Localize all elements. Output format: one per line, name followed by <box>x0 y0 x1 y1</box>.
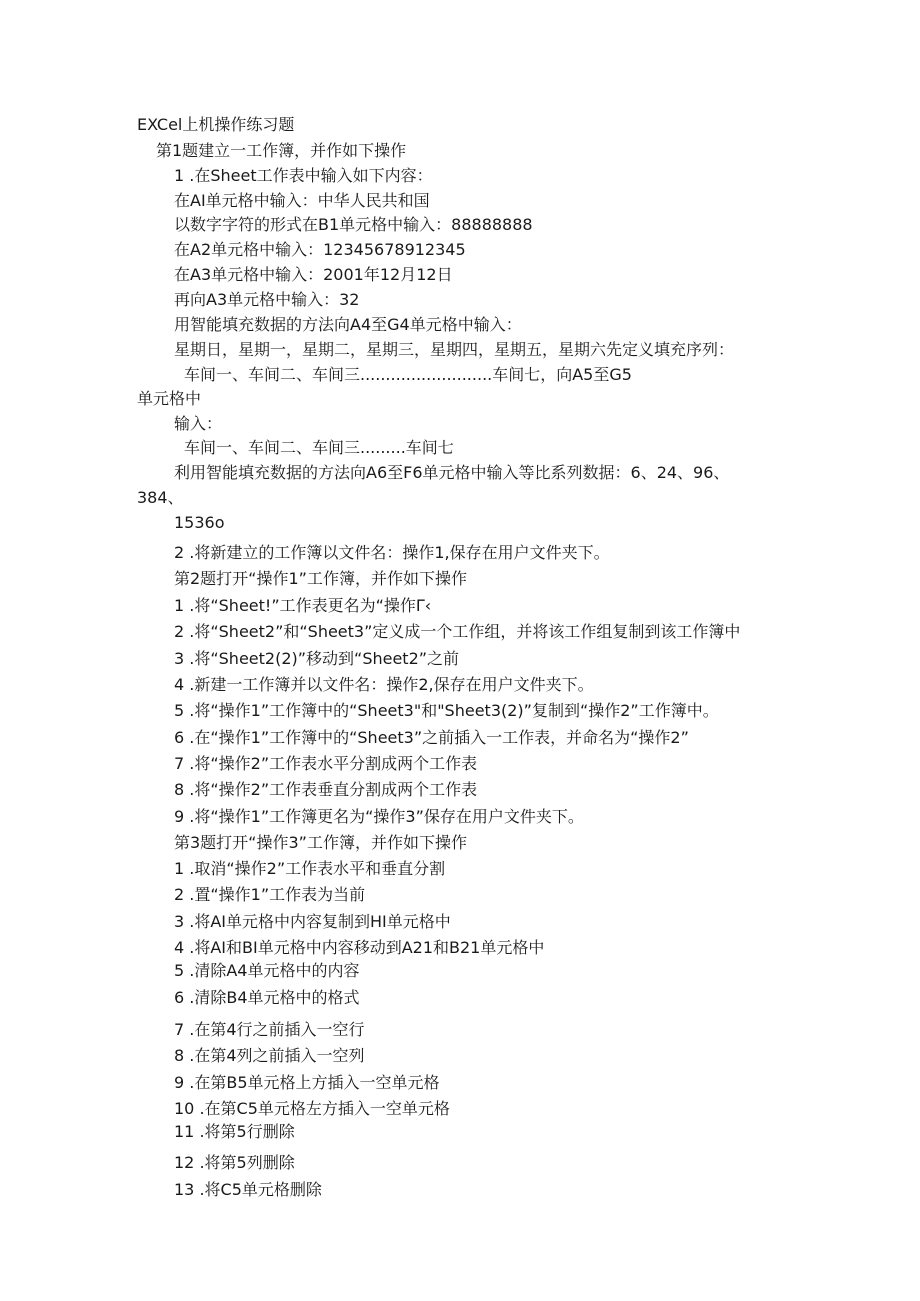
document-title: EXCel上机操作练习题 <box>137 115 295 134</box>
q1-sequence-line: 单元格中 <box>137 389 202 408</box>
q2-item: 2 .将“Sheet2”和“Sheet3”定义成一个工作组，并将该工作组复制到该工作簿中 <box>174 622 741 641</box>
q1-sequence-line: 输入： <box>174 414 223 433</box>
q2-heading: 第2题打开“操作1”工作簿，并作如下操作 <box>174 569 467 588</box>
q1-input-line: 以数字字符的形式在B1单元格中输入：88888888 <box>174 215 533 234</box>
q2-item: 6 .在“操作1”工作簿中的“Sheet3”之前插入一工作表，并命名为“操作2” <box>174 728 689 747</box>
q3-item: 1 .取消“操作2”工作表水平和垂直分割 <box>174 859 446 878</box>
q1-sequence-line: 车间一、车间二、车间三.........车间七 <box>184 438 454 457</box>
q3-item: 11 .将第5行删除 <box>174 1122 295 1141</box>
q3-item: 5 .清除A4单元格中的内容 <box>174 961 360 980</box>
q3-item: 2 .置“操作1”工作表为当前 <box>174 885 366 904</box>
q1-geometric-line: 1536o <box>174 513 225 532</box>
q2-item: 4 .新建一工作簿并以文件名：操作2,保存在用户文件夹下。 <box>174 675 594 694</box>
q3-item: 12 .将第5列删除 <box>174 1153 295 1172</box>
q2-item: 3 .将“Sheet2(2)”移动到“Sheet2”之前 <box>174 649 460 668</box>
q3-heading: 第3题打开“操作3”工作簿，并作如下操作 <box>174 833 467 852</box>
q3-item: 6 .清除B4单元格中的格式 <box>174 988 360 1007</box>
q1-input-line: 在A2单元格中输入：12345678912345 <box>174 240 466 259</box>
q1-input-line: 用智能填充数据的方法向A4至G4单元格中输入： <box>174 315 522 334</box>
q1-sequence-line: 车间一、车间二、车间三..........................车间七，向A5至G5 <box>184 365 632 384</box>
q1-geometric-line: 384、 <box>137 488 184 507</box>
q1-input-line: 在AI单元格中输入：中华人民共和国 <box>174 191 430 210</box>
q1-geometric-line: 利用智能填充数据的方法向A6至F6单元格中输入等比系列数据：6、24、96、 <box>174 463 730 482</box>
q3-item: 4 .将AI和BI单元格中内容移动到A21和B21单元格中 <box>174 938 545 957</box>
q3-item: 13 .将C5单元格删除 <box>174 1180 322 1199</box>
q1-step-2: 2 .将新建立的工作簿以文件名：操作1,保存在用户文件夹下。 <box>174 543 610 562</box>
q3-item: 3 .将AI单元格中内容复制到HI单元格中 <box>174 912 451 931</box>
q1-input-line: 在A3单元格中输入：2001年12月12日 <box>174 265 453 284</box>
q2-item: 1 .将“Sheet!”工作表更名为“操作Γ‹ <box>174 596 432 615</box>
q1-step-1: 1 .在Sheet工作表中输入如下内容： <box>174 166 433 185</box>
q3-item: 8 .在第4列之前插入一空列 <box>174 1046 365 1065</box>
q2-item: 8 .将“操作2”工作表垂直分割成两个工作表 <box>174 780 478 799</box>
q3-item: 7 .在第4行之前插入一空行 <box>174 1020 365 1039</box>
q1-heading: 第1题建立一工作簿，并作如下操作 <box>156 141 407 160</box>
q1-input-line: 星期日，星期一，星期二，星期三，星期四，星期五，星期六先定义填充序列： <box>174 340 735 359</box>
q2-item: 9 .将“操作1”工作簿更名为“操作3”保存在用户文件夹下。 <box>174 807 584 826</box>
q3-item: 10 .在第C5单元格左方插入一空单元格 <box>174 1099 450 1118</box>
q1-input-line: 再向A3单元格中输入：32 <box>174 290 360 309</box>
q2-item: 5 .将“操作1”工作簿中的“Sheet3"和"Sheet3(2)”复制到“操作2”工作簿中。 <box>174 701 719 720</box>
q2-item: 7 .将“操作2”工作表水平分割成两个工作表 <box>174 754 478 773</box>
q3-item: 9 .在第B5单元格上方插入一空单元格 <box>174 1073 440 1092</box>
